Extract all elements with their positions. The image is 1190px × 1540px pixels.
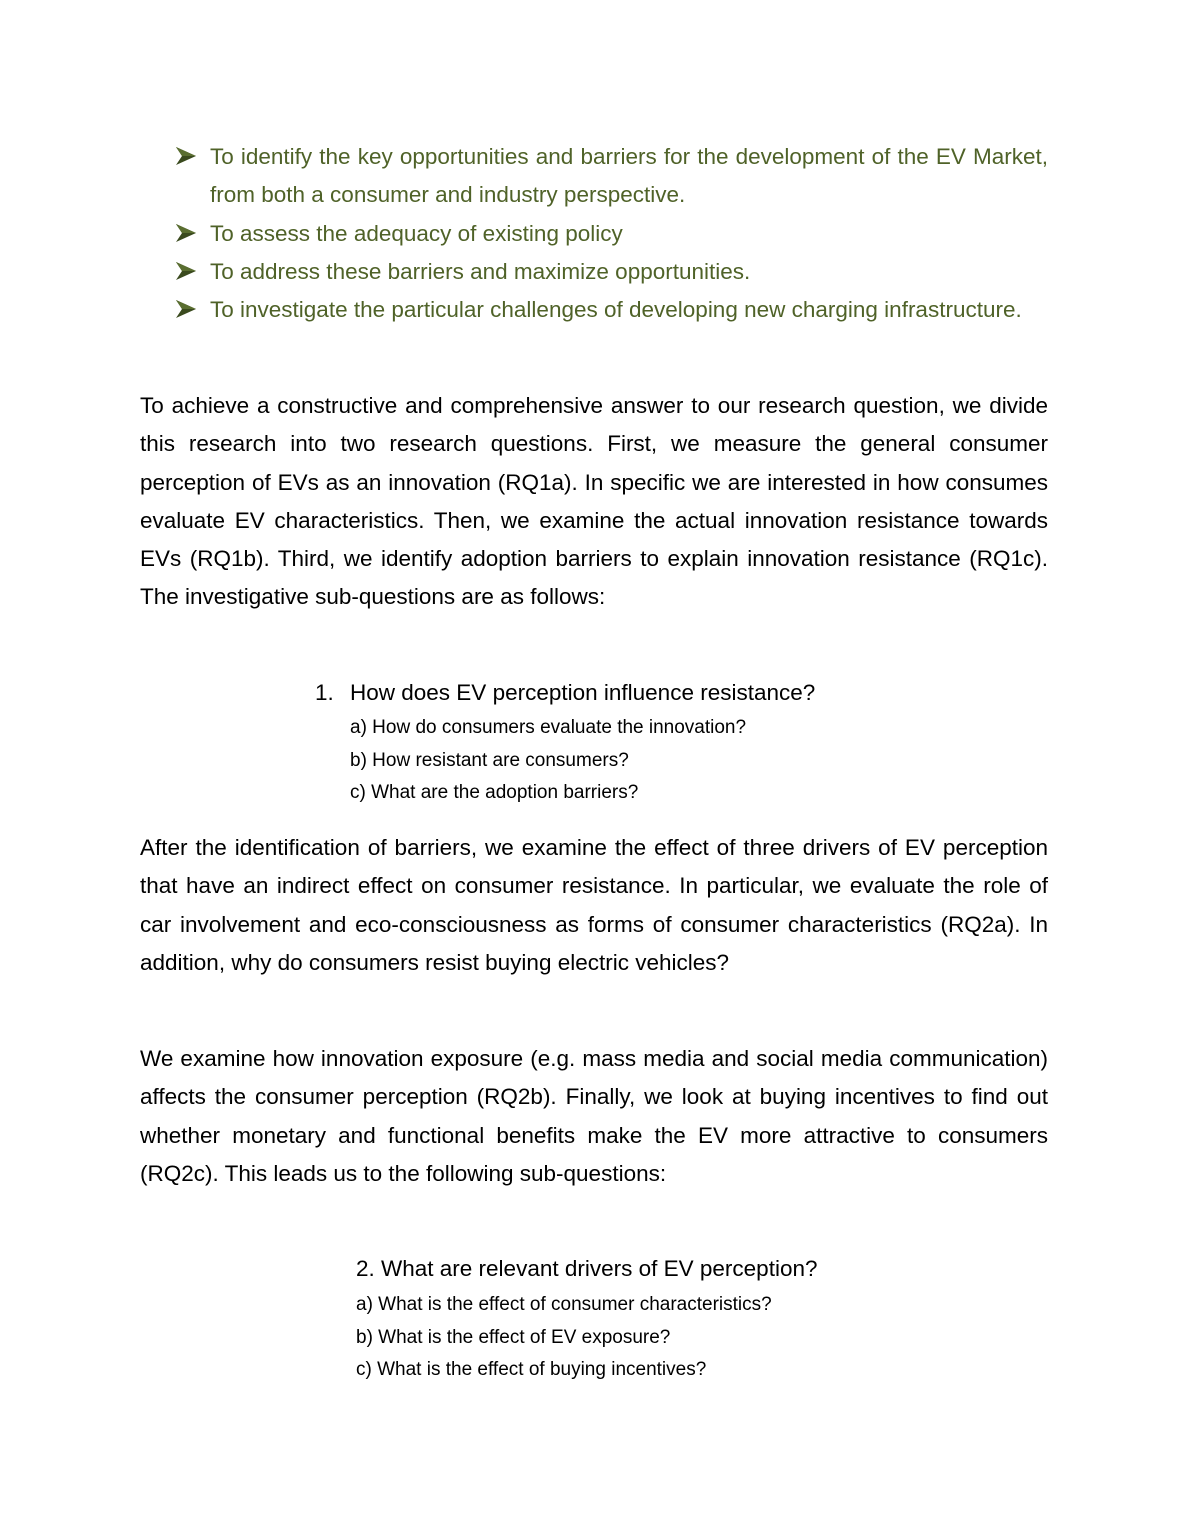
arrowhead-bullet-icon [176, 262, 196, 280]
question-2-subquestions [356, 1289, 772, 1387]
paragraph-exposure-incentives: We examine how innovation exposure (e.g. mass media and social media communication) affects the consumer perception (RQ2b). Finally, we look at buying incentives to find out whether monetary and functional benefits make the EV more attractive to consumers (RQ2c). This leads us to the following sub-questions: [140, 1046, 1048, 1186]
subquestion-item: b) What is the effect of EV exposure? [356, 1326, 671, 1348]
question-2-heading: 2. What are relevant drivers of EV perception? [356, 1256, 818, 1281]
arrowhead-bullet-icon [176, 300, 196, 318]
subquestion-item: a) What is the effect of consumer characteristics? [356, 1294, 772, 1315]
objective-item [140, 253, 1048, 291]
objective-item [140, 138, 1048, 215]
question-1-subquestions [350, 712, 746, 810]
subquestion-item: b) How resistant are consumers? [350, 749, 629, 771]
arrowhead-bullet-icon [176, 147, 196, 165]
objectives-list [140, 138, 1048, 329]
objective-text: To address these barriers and maximize opportunities. [210, 258, 751, 284]
arrowhead-bullet-icon [176, 224, 196, 242]
objective-item [140, 215, 1048, 253]
subquestion-item: c) What is the effect of buying incentives? [356, 1359, 707, 1381]
question-1-text: How does EV perception influence resistance? [350, 680, 816, 705]
objective-text: To assess the adequacy of existing policy [210, 220, 623, 246]
objective-text: To investigate the particular challenges of developing new charging infrastructure. [210, 297, 1022, 323]
subquestion-item: c) What are the adoption barriers? [350, 782, 639, 804]
question-1-number: 1. [315, 680, 334, 705]
paragraph-drivers: After the identification of barriers, we examine the effect of three drivers of EV perception that have an indirect effect on consumer resistance. In particular, we evaluate the role of car involvement and eco-consciousness as forms of consumer characteristics (RQ2a). In addition, why do consumers resist buying electric vehicles? [140, 835, 1048, 975]
objective-item [140, 291, 1048, 329]
question-1-heading [315, 678, 815, 708]
subquestion-item: a) How do consumers evaluate the innovation? [350, 717, 747, 738]
paragraph-research-approach: To achieve a constructive and comprehensive answer to our research question, we divide this research into two research questions. First, we measure the general consumer perception of EVs as an innovation (RQ1a). In specific we are interested in how consumes evaluate EV characteristics. Then, we examine the actual innovation resistance towards EVs (RQ1b). Third, we identify adoption barriers to explain innovation resistance (RQ1c). The investigative sub-questions are as follows: [140, 393, 1048, 610]
objective-text: To identify the key opportunities and barriers for the development of the EV Market, from both a consumer and industry perspective. [210, 144, 1048, 208]
